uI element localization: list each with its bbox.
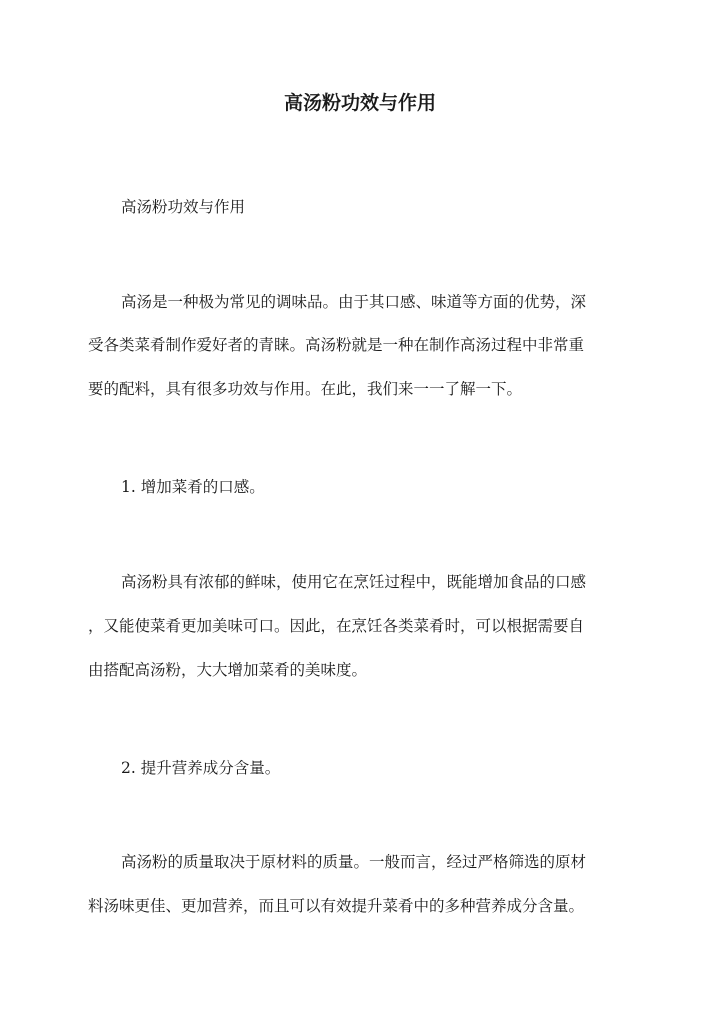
paragraph-1-line-3: 要的配料，具有很多功效与作用。在此，我们来一一了解一下。 — [88, 380, 523, 398]
paragraph-3-line-2: 料汤味更佳、更加营养，而且可以有效提升菜肴中的多种营养成分含量。 — [88, 897, 585, 915]
section-heading-2: 2. 提升营养成分含量。 — [121, 759, 281, 777]
paragraph-1-line-2: 受各类菜肴制作爱好者的青睐。高汤粉就是一种在制作高汤过程中非常重 — [88, 336, 585, 354]
paragraph-3-line-1: 高汤粉的质量取决于原材料的质量。一般而言，经过严格筛选的原材 — [121, 853, 587, 871]
document-title: 高汤粉功效与作用 — [283, 92, 436, 114]
paragraph-2-line-1: 高汤粉具有浓郁的鲜味，使用它在烹饪过程中，既能增加食品的口感 — [121, 573, 587, 591]
section-heading-1: 1. 增加菜肴的口感。 — [121, 478, 265, 496]
document-subtitle: 高汤粉功效与作用 — [121, 198, 246, 216]
paragraph-2-line-3: 由搭配高汤粉，大大增加菜肴的美味度。 — [88, 661, 368, 679]
paragraph-2-line-2: ，又能使菜肴更加美味可口。因此，在烹饪各类菜肴时，可以根据需要自 — [88, 617, 585, 635]
paragraph-1-line-1: 高汤是一种极为常见的调味品。由于其口感、味道等方面的优势，深 — [121, 293, 587, 311]
